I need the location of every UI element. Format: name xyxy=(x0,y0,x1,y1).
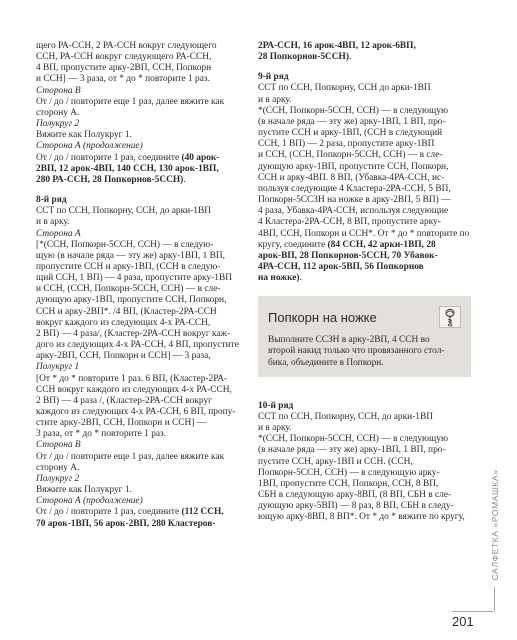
text-line xyxy=(36,507,246,518)
text-line xyxy=(36,452,246,463)
text-line xyxy=(258,240,471,251)
text-segment: 4 Кластера-2РА-ССН, 8 ВП, пропустите арку- xyxy=(258,217,441,228)
text-segment: ССН, РА-ССН вокруг следующего РА-ССН, xyxy=(36,52,212,63)
text-line xyxy=(258,41,471,52)
text-segment: дующую арку-5ВП) — 8 раз, 8 ВП, СБН в следу- xyxy=(258,501,454,512)
text-segment: пользуя следующие 4 Кластера-2РА-ССН, 5 ВП, xyxy=(258,183,451,194)
text-segment: вокруг каждого из следующих 4-х РА-ССН, xyxy=(36,317,211,328)
text-segment: ССТ по ССН, Попкорну, ССН, до арки-1ВП xyxy=(36,206,211,217)
text-segment: ССН и арку-2ВП*. /4 ВП, (Кластер-2РА-ССН xyxy=(36,306,217,317)
text-line xyxy=(258,173,471,184)
text-segment: 4ВП, ССН, Попкорн и ССН*. От * до * повторите по xyxy=(258,228,470,239)
text-line xyxy=(258,468,471,479)
side-title-text: САЛФЕТКА «РОМАШКА» xyxy=(490,469,500,581)
text-line xyxy=(36,340,246,351)
text-line xyxy=(258,206,471,217)
text-line xyxy=(36,374,246,385)
popcorn-stitch-icon xyxy=(439,306,461,328)
text-line xyxy=(258,445,471,456)
side-rule-vertical xyxy=(494,587,495,611)
text-segment: . xyxy=(183,174,186,185)
text-line xyxy=(36,108,246,119)
subheading: Сторона А xyxy=(36,228,81,239)
subheading: Сторона А (продолжение) xyxy=(36,141,143,152)
text-line xyxy=(258,195,471,206)
text-line xyxy=(258,117,471,128)
right-column-top xyxy=(258,41,471,284)
text-line xyxy=(36,485,246,496)
text-line xyxy=(36,153,246,164)
text-segment: 4 раза, Убавка-4РА-ССН, используя следующие xyxy=(258,206,449,217)
text-line xyxy=(36,41,246,52)
text-segment: 2 ВП) — 4 раза/, (Кластер-2РА-ССН вокруг каж- xyxy=(36,328,231,339)
text-segment: дующую арку-1ВП, пропустите ССН, Попкорн, xyxy=(258,161,449,172)
text-segment: Вяжите как Полукруг 1. xyxy=(36,485,132,496)
text-line xyxy=(36,240,246,251)
text-segment: 4 ВП, пропустите арку-2ВП, ССН, Попкорн xyxy=(36,63,212,74)
text-segment: пустите ССН и арку-1ВП, (ССН в следующий xyxy=(258,128,443,139)
bold-segment: 70 арок-1ВП, 56 арок-2ВП, 280 Кластеров- xyxy=(36,518,216,529)
text-segment: 1ВП, пропустите ССН, Попкорн, ССН, 8 ВП, xyxy=(258,478,439,489)
tip-line: Выполните ССЗН в арку-2ВП, 4 ССН во xyxy=(268,335,430,346)
text-segment: [*(ССН, Попкорн-5ССН, ССН) — в следую- xyxy=(36,239,214,250)
text-line xyxy=(36,175,246,186)
text-segment: сторону А. xyxy=(36,107,80,118)
bold-segment: 2РА-ССН, 16 арок-4ВП, 12 арок-6ВП, xyxy=(258,41,416,51)
text-line xyxy=(36,251,246,262)
tip-line: бика, объедините в Попкорн. xyxy=(268,357,384,368)
text-line xyxy=(258,162,471,173)
bold-segment: 28 Попкорнов-5ССН) xyxy=(258,52,349,63)
text-line xyxy=(36,262,246,273)
text-line xyxy=(258,83,471,94)
text-segment: арку-2ВП, ССН, Попкорн и ССН] — 3 раза, xyxy=(36,351,211,362)
tip-text xyxy=(268,335,461,368)
text-line xyxy=(258,423,471,434)
tip-header xyxy=(268,306,461,328)
text-segment: . xyxy=(348,52,352,63)
text-segment: ССН, 1 ВП) — 2 раза, пропустите арку-1ВП xyxy=(258,139,435,150)
text-segment: и ССН, (ССН, Попкорн-5ССН, ССН) — в сле- xyxy=(36,284,221,295)
text-line xyxy=(258,184,471,195)
bold-segment: 4РА-ССН, 112 арок-5ВП, 56 Попкорнов xyxy=(258,261,424,272)
text-line xyxy=(36,396,246,407)
text-line xyxy=(258,217,471,228)
text-segment: щую (в начале ряда — эту же) арку-1ВП, 1 ВП, xyxy=(36,250,225,261)
text-segment: кругу, соедините xyxy=(258,239,328,250)
row-heading: 10-й ряд xyxy=(258,400,294,411)
text-line xyxy=(258,139,471,150)
text-segment: (в начале ряда — эту же) арку-1ВП, 1 ВП, про- xyxy=(258,445,446,456)
text-segment: СБН в следующую арку-8ВП, (8 ВП, СБН в сле- xyxy=(258,490,452,500)
text-segment: сторону А. xyxy=(36,462,80,473)
text-segment: [От * до * повторите 1 раз. 6 ВП, (Кластер-2РА- xyxy=(36,373,228,384)
text-line xyxy=(36,74,246,85)
side-title xyxy=(490,465,500,585)
text-line xyxy=(258,512,471,523)
text-line xyxy=(258,273,471,284)
text-segment: стите арку-2ВП, ССН, Попкорн и ССН] — xyxy=(36,418,207,429)
text-line xyxy=(36,318,246,329)
text-line xyxy=(258,251,471,262)
text-line xyxy=(36,351,246,362)
text-line xyxy=(36,206,246,217)
text-line xyxy=(36,385,246,396)
text-segment: каждого из следующих 4-х РА-ССН, 6 ВП, пропу- xyxy=(36,407,236,417)
tip-line: второй накид только что провязанного стол- xyxy=(268,346,445,357)
bold-segment: 280 РА-ССН, 28 Попкорнов-5ССН) xyxy=(36,174,184,185)
page-number: 201 xyxy=(452,614,474,629)
text-line xyxy=(36,97,246,108)
text-line xyxy=(36,329,246,340)
subheading: Полукруг 2 xyxy=(36,119,80,130)
subheading: Сторона А (продолжение) xyxy=(36,496,143,507)
bold-segment: 2ВП, 12 арок-4ВП, 140 ССН, 130 арок-1ВП, xyxy=(36,163,219,174)
text-line xyxy=(36,284,246,295)
text-segment: и в арку. xyxy=(36,217,70,228)
text-line xyxy=(258,412,471,423)
text-segment: От / до / повторите еще 1 раз, далее вяжите как xyxy=(36,96,225,107)
bold-segment: (84 ССН, 42 арки-1ВП, 28 xyxy=(327,239,436,250)
row-heading: 8-й ряд xyxy=(36,195,67,206)
text-segment: *(ССН, Попкорн-5ССН, ССН) — в следующую xyxy=(258,434,448,445)
text-line xyxy=(36,164,246,175)
text-segment: ющую арку-8ВП, 8 ВП*. От * до * вяжите по кругу, xyxy=(258,512,465,523)
text-segment: щий ССН, 1 ВП) — 4 раза, пропустите арку-1ВП xyxy=(36,273,232,284)
subheading: Сторона В xyxy=(36,440,81,451)
subheading: Сторона В xyxy=(36,85,81,96)
text-segment: 2 ВП) — 4 раза /, (Кластер-2РА-ССН вокруг xyxy=(36,395,212,406)
bold-segment: (112 ССН, xyxy=(181,507,224,518)
text-line xyxy=(258,95,471,106)
text-line xyxy=(36,273,246,284)
text-line xyxy=(36,429,246,440)
text-segment: ССН вокруг каждого из следующих 4-х РА-ССН, xyxy=(36,384,232,395)
text-segment: *(ССН, Попкорн-5ССН, ССН) — в следующую xyxy=(258,105,448,116)
text-line xyxy=(36,519,246,530)
text-segment: ССН и арку-4ВП. 8 ВП, (Убавка-4РА-ССН, ис- xyxy=(258,172,445,183)
text-segment: Попкорн-5ССЗН на ножке в арку-2ВП, 5 ВП) — xyxy=(258,195,451,206)
text-line xyxy=(258,501,471,512)
text-segment: ССТ по ССН, Попкорну, ССН до арки-1ВП xyxy=(258,83,431,94)
page-number-rule xyxy=(452,611,494,612)
text-line xyxy=(36,463,246,474)
bold-segment: арок-ВП, 28 Попкорнов-5ССН, 70 Убавок- xyxy=(258,250,438,261)
text-segment: От / до / повторите 1 раз, соедините xyxy=(36,152,182,163)
text-line xyxy=(258,229,471,240)
text-line xyxy=(258,457,471,468)
text-segment: и в арку. xyxy=(258,94,292,105)
right-column xyxy=(258,41,471,523)
text-segment: . xyxy=(299,273,302,284)
text-line xyxy=(258,262,471,273)
text-segment: дующую арку-1ВП, пропустите ССН, Попкорн, xyxy=(36,295,227,306)
subheading: Полукруг 2 xyxy=(36,473,80,484)
text-line xyxy=(36,217,246,228)
text-segment: (в начале ряда — эту же) арку-1ВП, 1 ВП, про- xyxy=(258,116,446,127)
text-line xyxy=(36,307,246,318)
text-line xyxy=(258,128,471,139)
text-line xyxy=(258,106,471,117)
text-line xyxy=(36,295,246,306)
text-segment: 3 раза, от * до * повторите 1 раз. xyxy=(36,429,167,440)
text-line xyxy=(36,52,246,63)
text-line xyxy=(36,130,246,141)
text-line xyxy=(36,407,246,418)
text-segment: От / до / повторите 1 раз, соедините xyxy=(36,507,182,518)
bold-segment: на ножке) xyxy=(258,273,300,284)
text-segment: ССТ по ССН, Попкорну, ССН, до арки-1ВП xyxy=(258,411,433,422)
left-column xyxy=(36,41,246,530)
subheading: Полукруг 1 xyxy=(36,362,80,373)
text-line xyxy=(36,418,246,429)
tip-box xyxy=(258,296,471,376)
text-segment: щего РА-ССН, 2 РА-ССН вокруг следующего xyxy=(36,41,217,51)
text-line xyxy=(258,479,471,490)
bold-segment: (40 арок- xyxy=(181,152,220,163)
row-heading: 9-й ряд xyxy=(258,72,289,83)
text-segment: От / до / повторите еще 1 раз, далее вяжите как xyxy=(36,451,225,462)
text-segment: Попкорн-5ССН, ССН) — в следующую арку- xyxy=(258,467,440,478)
text-line xyxy=(258,490,471,501)
text-line xyxy=(258,52,471,63)
text-segment: дого из следующих 4-х РА-ССН, 4 ВП, пропустите xyxy=(36,340,239,351)
text-segment: пустите ССН, арку-1ВП и ССН. (ССН, xyxy=(258,456,413,467)
text-line xyxy=(36,63,246,74)
text-segment: пропустите ССН и арку-1ВП, (ССН в следую- xyxy=(36,261,221,272)
text-segment: и ССН] — 3 раза, от * до * повторите 1 раз. xyxy=(36,74,210,85)
tip-title: Попкорн на ножке xyxy=(268,309,377,325)
text-segment: и ССН, (ССН, Попкорн-5ССН, ССН) — в сле- xyxy=(258,150,443,161)
text-line xyxy=(258,150,471,161)
right-column-bottom xyxy=(258,401,471,524)
text-segment: Вяжите как Полукруг 1. xyxy=(36,130,132,141)
text-line xyxy=(258,434,471,445)
text-segment: и в арку. xyxy=(258,423,292,434)
